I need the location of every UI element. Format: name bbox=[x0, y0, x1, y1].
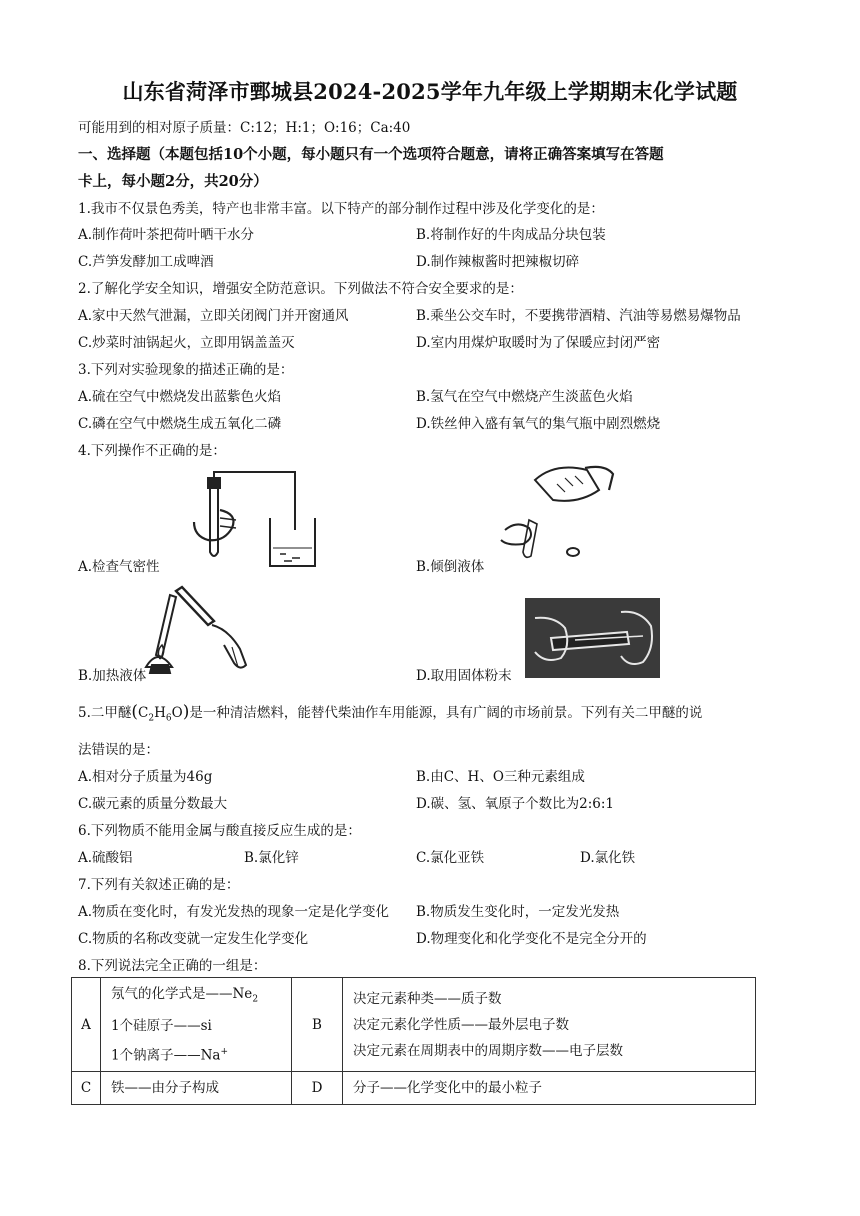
q2-option-d: D.室内用煤炉取暖时为了保暖应封闭严密 bbox=[416, 335, 661, 351]
pouring-liquid-figure bbox=[495, 460, 615, 570]
q5-stem-line2: 法错误的是： bbox=[78, 742, 159, 758]
q8-cell-label-d: D bbox=[292, 1072, 343, 1105]
q2-option-c: C.炒菜时油锅起火，立即用锅盖盖灭 bbox=[78, 335, 295, 351]
q5-stem: 5.二甲醚$(C_2H_6O)$是一种清洁燃料，能替代柴油作车用能源，具有广阔的市场前景。下列有关二甲醚的说 bbox=[78, 702, 703, 724]
q4-option-c: B.加热液体 bbox=[78, 668, 147, 684]
q3-stem: 3.下列对实验现象的描述正确的是： bbox=[78, 362, 294, 378]
q8-c1: 铁——由分子构成 bbox=[111, 1080, 219, 1097]
table-row bbox=[72, 978, 756, 1072]
q5-sub-c: 2 bbox=[148, 713, 155, 724]
q8-a2: 1个硅原子——si bbox=[111, 1017, 212, 1034]
q3-option-a: A.硫在空气中燃烧发出蓝紫色火焰 bbox=[78, 389, 282, 405]
q1-option-c: C.芦笋发酵加工成啤酒 bbox=[78, 254, 214, 270]
q3-option-b: B.氢气在空气中燃烧产生淡蓝色火焰 bbox=[416, 389, 633, 405]
q8-a1-sub: 2 bbox=[252, 994, 259, 1005]
q7-stem: 7.下列有关叙述正确的是： bbox=[78, 877, 240, 893]
q7-option-d: D.物理变化和化学变化不是完全分开的 bbox=[416, 931, 647, 947]
table-row bbox=[72, 1072, 756, 1105]
q4-option-a: A.检查气密性 bbox=[78, 559, 160, 575]
q6-option-c: C.氯化亚铁 bbox=[416, 850, 485, 866]
q5-stem-pre: 5.二甲醚 bbox=[78, 705, 132, 721]
q8-table bbox=[71, 977, 756, 1105]
q1-option-a: A.制作荷叶茶把荷叶晒干水分 bbox=[78, 227, 255, 243]
q8-a3: 1个钠离子——Na bbox=[111, 1047, 221, 1064]
q8-cell-c bbox=[101, 1072, 292, 1105]
q1-option-b: B.将制作好的牛肉成品分块包装 bbox=[416, 227, 606, 243]
q3-option-c: C.磷在空气中燃烧生成五氧化二磷 bbox=[78, 416, 282, 432]
q5-option-c: C.碳元素的质量分数最大 bbox=[78, 796, 228, 812]
section-heading-line2: 卡上，每小题2分，共20分） bbox=[78, 173, 268, 190]
q5-sub-h: 6 bbox=[165, 713, 172, 724]
q1-option-d: D.制作辣椒酱时把辣椒切碎 bbox=[416, 254, 580, 270]
q8-b2: 决定元素化学性质——最外层电子数 bbox=[353, 1016, 569, 1033]
q8-cell-a bbox=[101, 978, 292, 1072]
q2-option-a: A.家中天然气泄漏，立即关闭阀门并开窗通风 bbox=[78, 308, 349, 324]
q5-option-d: D.碳、氢、氧原子个数比为2:6:1 bbox=[416, 796, 614, 812]
q7-option-c: C.物质的名称改变就一定发生化学变化 bbox=[78, 931, 309, 947]
q5-formula-c: C bbox=[138, 705, 149, 721]
q7-option-b: B.物质发生变化时，一定发光发热 bbox=[416, 904, 620, 920]
airtightness-check-figure bbox=[180, 470, 330, 574]
q5-formula-o: O bbox=[171, 705, 183, 721]
q8-d1: 分子——化学变化中的最小粒子 bbox=[353, 1080, 542, 1097]
q4-option-d: D.取用固体粉末 bbox=[416, 668, 512, 684]
q6-option-b: B.氯化锌 bbox=[244, 850, 299, 866]
q4-option-b: B.倾倒液体 bbox=[416, 559, 485, 575]
q3-option-d: D.铁丝伸入盛有氧气的集气瓶中剧烈燃烧 bbox=[416, 416, 661, 432]
heating-liquid-figure bbox=[128, 585, 258, 680]
solid-powder-figure bbox=[525, 598, 660, 678]
q8-a3-sup: + bbox=[220, 1046, 228, 1057]
q8-b3: 决定元素在周期表中的周期序数——电子层数 bbox=[353, 1042, 623, 1059]
q8-cell-label-c: C bbox=[72, 1072, 101, 1105]
atomic-mass-note: 可能用到的相对原子质量：C:12；H:1；O:16；Ca:40 bbox=[78, 120, 411, 136]
q5-option-b: B.由C、H、O三种元素组成 bbox=[416, 769, 585, 785]
q6-option-a: A.硫酸铝 bbox=[78, 850, 133, 866]
q8-stem: 8.下列说法完全正确的一组是： bbox=[78, 958, 267, 974]
q7-option-a: A.物质在变化时，有发光发热的现象一定是化学变化 bbox=[78, 904, 390, 920]
section-heading-line1: 一、选择题（本题包括10个小题，每小题只有一个选项符合题意，请将正确答案填写在答题 bbox=[78, 146, 664, 163]
q8-cell-label-a: A bbox=[72, 978, 101, 1072]
q6-option-d: D.氯化铁 bbox=[580, 850, 636, 866]
q8-cell-label-b: B bbox=[292, 978, 343, 1072]
q2-stem: 2.了解化学安全知识，增强安全防范意识。下列做法不符合安全要求的是： bbox=[78, 281, 523, 297]
q8-cell-b bbox=[343, 978, 756, 1072]
q5-formula-h: H bbox=[154, 705, 166, 721]
q2-option-b: B.乘坐公交车时，不要携带酒精、汽油等易燃易爆物品 bbox=[416, 308, 741, 324]
q4-stem: 4.下列操作不正确的是： bbox=[78, 443, 226, 459]
q5-stem-post: 是一种清洁燃料，能替代柴油作车用能源，具有广阔的市场前景。下列有关二甲醚的说 bbox=[189, 705, 703, 721]
q1-stem: 1.我市不仅景色秀美，特产也非常丰富。以下特产的部分制作过程中涉及化学变化的是： bbox=[78, 201, 604, 217]
q8-a1: 氖气的化学式是——Ne bbox=[111, 986, 253, 1002]
q5-option-a: A.相对分子质量为46g bbox=[78, 769, 213, 785]
page-title: 山东省菏泽市鄄城县2024-2025学年九年级上学期期末化学试题 bbox=[122, 79, 738, 104]
q8-cell-d bbox=[343, 1072, 756, 1105]
q6-stem: 6.下列物质不能用金属与酸直接反应生成的是： bbox=[78, 823, 361, 839]
q8-b1: 决定元素种类——质子数 bbox=[353, 990, 502, 1007]
